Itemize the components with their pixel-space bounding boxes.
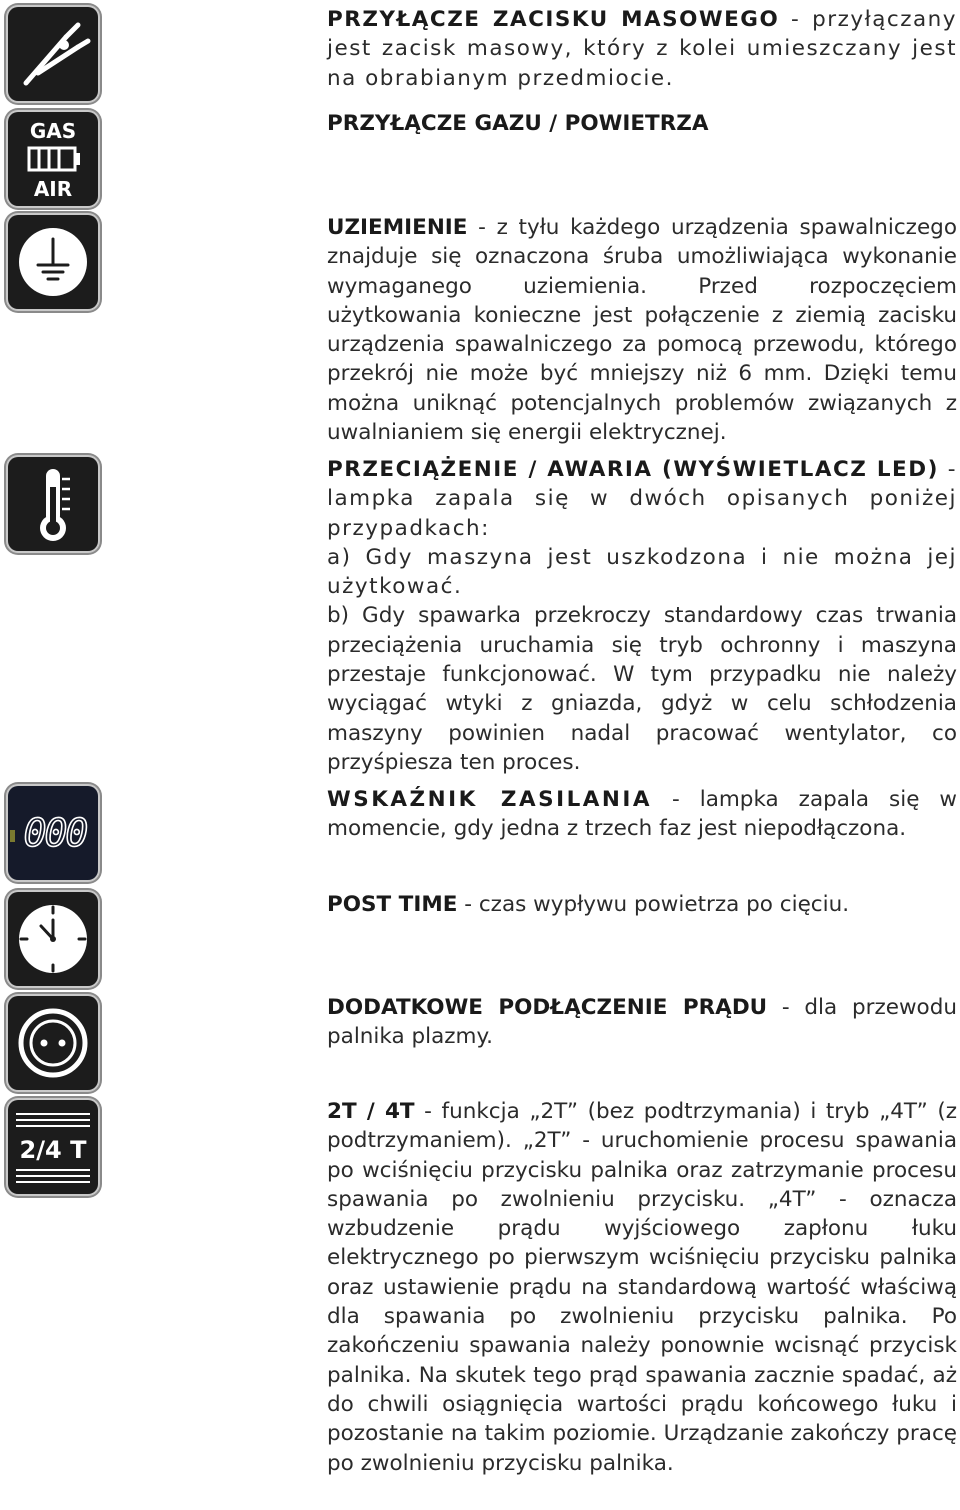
post-time-body: - czas wypływu powietrza po cięciu. [457,892,850,917]
power-section [327,785,957,844]
two-four-t-icon [8,1100,98,1194]
gas-label: GAS [29,119,77,143]
extra-power-body: - dla przewodu palnika plazmy. [327,995,957,1050]
air-label: AIR [33,177,73,201]
ground-section [327,213,957,447]
overload-case-a: a) Gdy maszyna jest uszkodzona i nie można jej użytkować. [327,544,957,600]
gas-title: PRZYŁĄCZE GAZU / POWIETRZA [327,111,709,136]
overload-title: PRZECIĄŻENIE / AWARIA (WYŚWIETLACZ LED) [327,457,939,482]
overload-section [327,455,957,777]
extra-power-title: DODATKOWE PODŁĄCZENIE PRĄDU [327,995,768,1020]
mode-section [327,1097,957,1478]
clamp-section [327,5,957,93]
clamp-body: - przyłączany jest zacisk masowy, który z kolei umieszczany jest na obrabianym przedmiocie. [327,7,958,91]
post-time-section [327,890,957,919]
led-digits: 000 [23,811,87,855]
power-body: - lampka zapala się w momencie, gdy jedna z trzech faz jest niepodłączona. [327,787,957,842]
extra-power-section [327,993,957,1052]
overload-intro: - lampka zapala się w dwóch opisanych poniżej przypadkach: [327,457,957,541]
post-time-title: POST TIME [327,892,458,917]
led-display-icon [8,786,98,880]
socket-icon [8,996,98,1090]
mode-body: - funkcja „2T” (bez podtrzymania) i tryb „4T” (z podtrzymaniem). „2T” - uruchomienie procesu spawania po wciśnięciu przycisku palnika oraz zatrzymanie procesu spawania po zwolnieniu przycisku. „4T” - oznacza wzbudzenie prądu wyjściowego zapłonu łuku elektrycznego po pierwszym wciśnięciu przycisku palnika oraz ustawienie prądu na standardową wartość właściwą dla spawania po zwolnieniu przycisku palnika. Po zakończeniu spawania należy ponownie wcisnąć przycisk palnika. Na skutek tego prąd spawania zacznie spadać, aż do chwili osiągnięcia wartości prądu końcowego łuku i pozostanie na takim poziomie. Urządzanie zakończy pracę po zwolnieniu przycisku palnika. [327,1099,957,1476]
ground-title: UZIEMIENIE [327,215,468,240]
overload-case-b: b) Gdy spawarka przekroczy standardowy czas trwania przeciążenia uruchamia się tryb ochronny i maszyna przestaje funkcjonować. W tym przypadku nie należy wyciągać wtyki z gniazda, gdyż w celu schłodzenia maszyny powinien nadal pracować wentylator, co przyśpiesza ten proces. [327,603,957,775]
two-four-t-label: 2/4 T [19,1136,87,1164]
ground-clamp-icon [8,7,98,101]
clock-icon [8,892,98,986]
mode-title: 2T / 4T [327,1099,415,1124]
clamp-title: PRZYŁĄCZE ZACISKU MASOWEGO [327,7,780,32]
power-title: WSKAŹNIK ZASILANIA [327,787,653,812]
thermometer-icon [8,457,98,551]
gas-air-icon [8,112,98,206]
ground-body: - z tyłu każdego urządzenia spawalniczego znajduje się oznaczona śruba umożliwiająca wykonanie wymaganego uziemienia. Przed rozpoczęciem użytkowania konieczne jest połączenie z ziemią zacisku urządzenia spawalniczego za pomocą przewodu, którego przekrój nie może być mniejszy niż 6 mm. Dzięki temu można uniknąć potencjalnych problemów związanych z uwalnianiem się energii elektrycznej. [327,215,957,446]
gas-section [327,109,957,138]
earth-ground-icon [8,215,98,309]
